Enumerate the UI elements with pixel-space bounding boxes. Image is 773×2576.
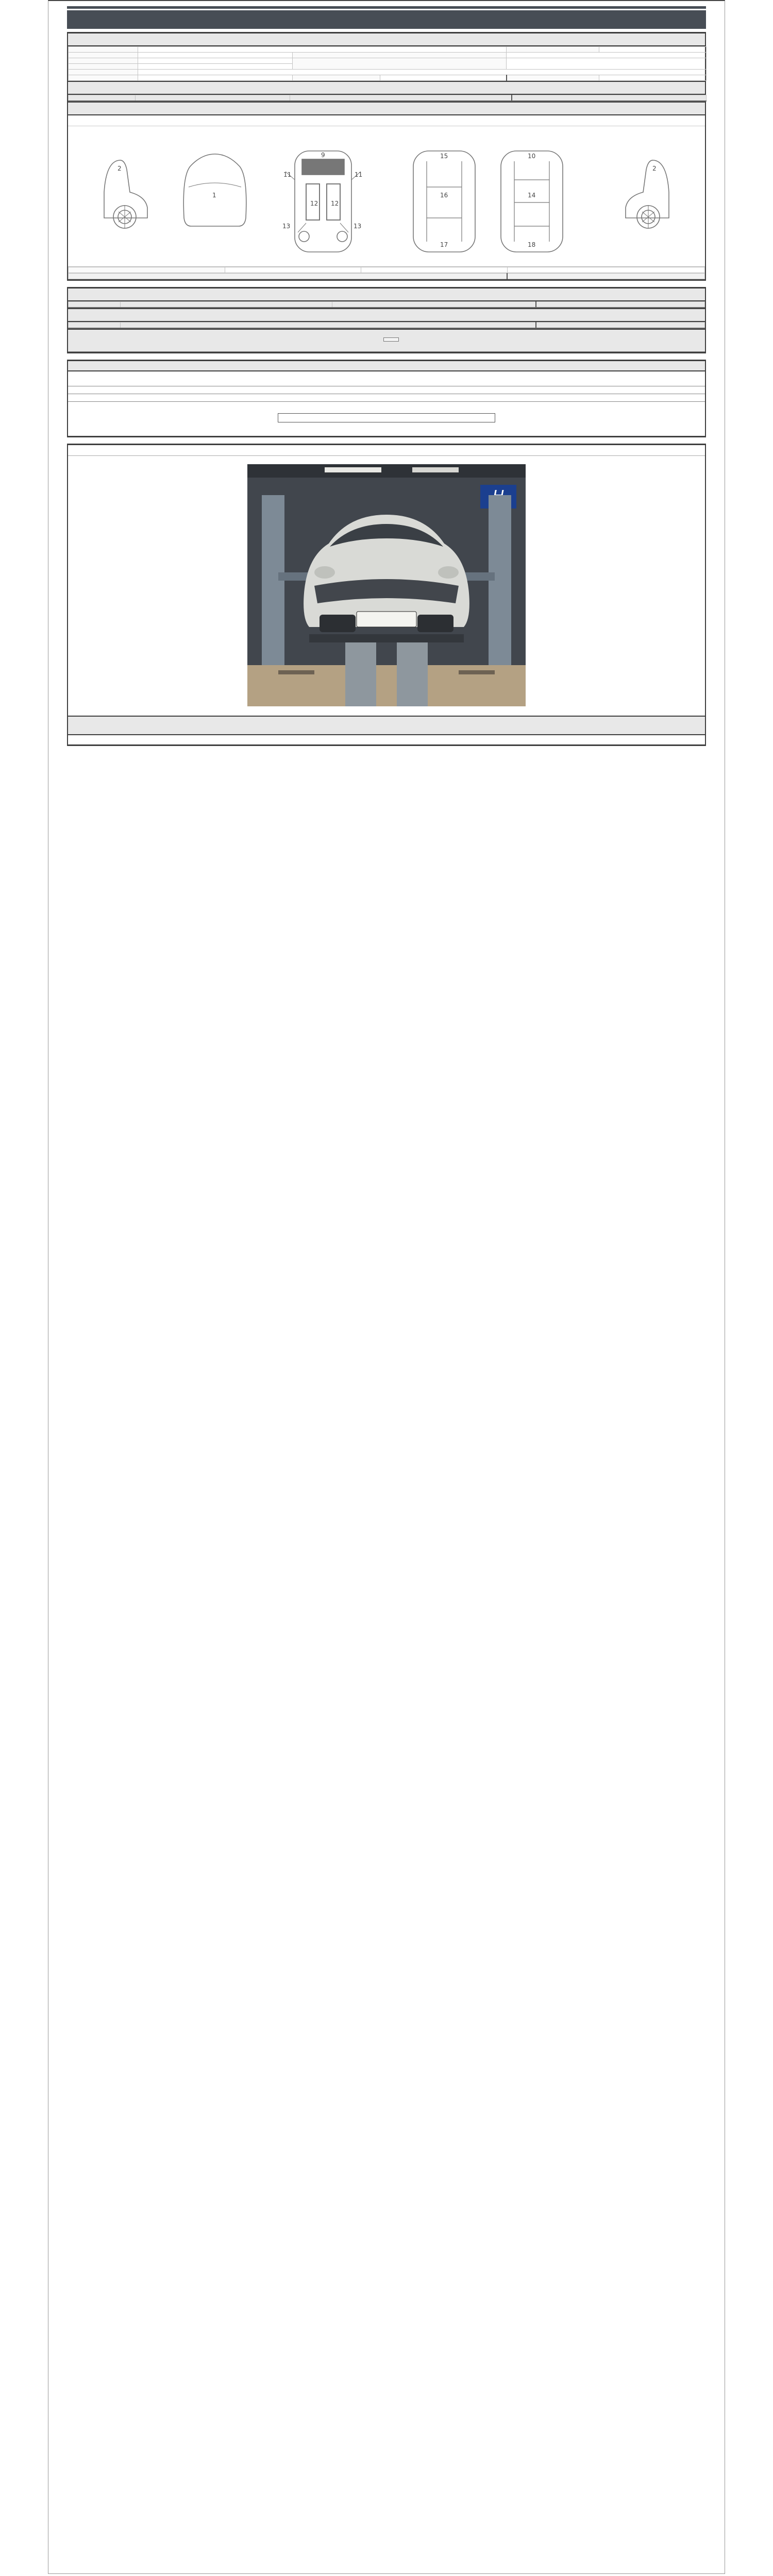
table-row	[69, 58, 707, 64]
diagram-number: 13	[354, 223, 362, 230]
signature-band	[68, 716, 705, 735]
diagram-number: 9	[321, 151, 325, 159]
vin-value	[138, 64, 293, 70]
report-header	[67, 6, 706, 29]
passenger-car-note	[68, 121, 705, 126]
base-price-label	[507, 75, 599, 81]
column-header	[69, 302, 121, 308]
column-header	[136, 95, 290, 101]
confirmation-statement	[68, 735, 705, 744]
field-label	[69, 64, 138, 70]
registration-number-value	[599, 47, 707, 53]
diagram-number: 13	[282, 223, 291, 230]
notice-block	[67, 360, 706, 437]
accident-history-table	[68, 267, 705, 273]
status-code-legend	[68, 115, 705, 121]
document-number	[74, 23, 699, 25]
page1-block	[67, 32, 706, 281]
diagram-number: 2	[117, 165, 122, 172]
diagram-number: 1	[212, 192, 216, 199]
car-diagram-area	[68, 126, 705, 267]
column-header	[332, 302, 536, 308]
field-label	[293, 58, 507, 70]
inspection-photo	[247, 464, 526, 706]
basic-info-table	[68, 46, 707, 81]
diagram-number: 17	[440, 241, 448, 248]
page-mark-2	[67, 281, 706, 284]
table-row	[69, 53, 707, 58]
diagram-number: 2	[652, 165, 657, 172]
overall-state-table	[68, 95, 707, 101]
field-label	[293, 53, 507, 58]
field-label	[507, 47, 599, 53]
warranty-options[interactable]	[380, 75, 507, 81]
base-price-value	[599, 75, 707, 81]
field-label	[69, 47, 138, 53]
etc-info-table	[68, 322, 705, 329]
photo-wrap	[68, 456, 705, 716]
diagram-number: 12	[310, 200, 318, 207]
diagram-number: 11	[283, 171, 292, 178]
panel-header-table	[68, 273, 705, 279]
final-price-band	[68, 329, 705, 352]
column-header	[536, 323, 705, 329]
diagram-number: 15	[440, 152, 448, 160]
sheet	[67, 6, 706, 746]
diagram-number: 11	[355, 171, 363, 178]
diagram-number: 14	[528, 192, 536, 199]
page-mark-4	[67, 437, 706, 440]
photo-section-title	[68, 445, 705, 456]
car-name-value	[138, 47, 507, 53]
column-header	[121, 302, 332, 308]
price-header	[507, 274, 704, 279]
price-definition-box-title	[278, 413, 495, 422]
column-header	[69, 323, 121, 329]
simple-repair-label	[361, 267, 507, 273]
detail-section-header	[68, 289, 705, 301]
first-registration-value	[138, 58, 293, 64]
table-header-row	[69, 323, 705, 329]
column-header	[536, 302, 705, 308]
field-label	[293, 75, 380, 81]
notice-body	[68, 371, 705, 436]
fuel-options[interactable]	[138, 70, 707, 75]
accident-history-options[interactable]	[225, 267, 361, 273]
table-row	[69, 70, 707, 75]
car-diagrams	[73, 130, 700, 260]
panel-section-label	[69, 274, 508, 279]
column-header	[121, 323, 536, 329]
etc-section-header	[68, 308, 705, 322]
accident-history-label	[69, 267, 225, 273]
table-row	[69, 47, 707, 53]
page-mark-3	[67, 353, 706, 357]
column-header	[512, 95, 707, 101]
detail-state-table	[68, 301, 705, 308]
field-label	[69, 70, 138, 75]
column-header	[290, 95, 512, 101]
model-year-value	[138, 53, 293, 58]
inspection-period-value	[507, 53, 707, 58]
accident-section-header	[68, 101, 705, 115]
basic-section-header	[68, 33, 705, 46]
table-header-row	[69, 95, 707, 101]
photo-block	[67, 444, 706, 746]
diagram-number: 18	[528, 241, 536, 248]
field-label	[69, 58, 138, 64]
divider	[68, 401, 705, 402]
field-label	[69, 75, 138, 81]
column-header	[69, 95, 136, 101]
notice-section-header	[68, 361, 705, 371]
overall-section-header	[68, 81, 705, 95]
table-header-row	[69, 302, 705, 308]
diagram-number: 16	[440, 192, 448, 199]
transmission-options[interactable]	[507, 58, 707, 70]
field-label	[69, 53, 138, 58]
simple-repair-options[interactable]	[507, 267, 704, 273]
diagram-number: 12	[331, 200, 339, 207]
diagram-number: 10	[528, 152, 536, 160]
engine-type-value	[138, 75, 293, 81]
table-row	[69, 75, 707, 81]
final-price-value	[383, 337, 399, 342]
page2-block	[67, 287, 706, 353]
table-row	[69, 274, 705, 279]
page-frame	[48, 0, 725, 2574]
table-row	[69, 267, 705, 273]
